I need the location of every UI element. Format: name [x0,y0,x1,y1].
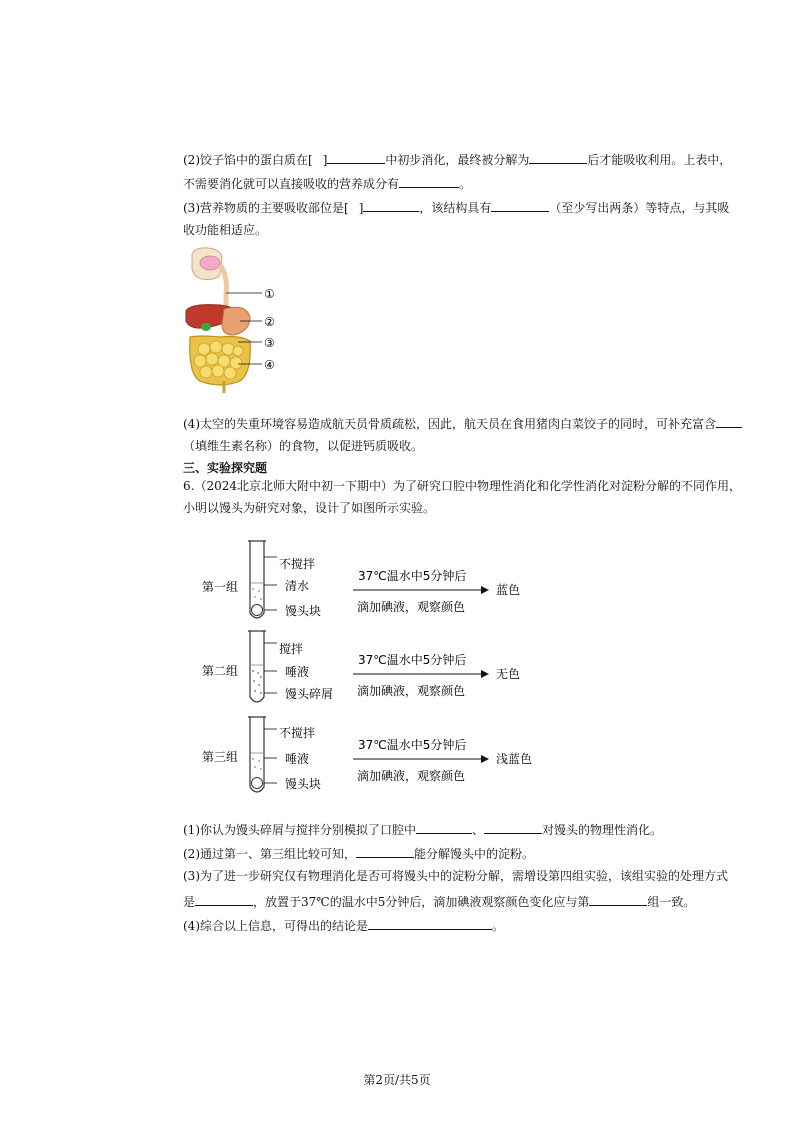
label-4: ④ [264,358,275,372]
q3-text-b: ] [358,201,364,215]
q2-text-f: 。 [459,177,472,191]
answer-blank[interactable] [399,174,459,188]
label-2: ② [264,315,275,329]
q6-sub1 [183,820,662,838]
q3-text-d: （至少写出两条）等特点，与其吸 [549,201,730,215]
q6-sub3-line2 [183,892,695,910]
q2-text-e: 不需要消化就可以直接吸收的营养成分有 [183,177,400,191]
q2-line2 [183,174,471,192]
salivary-gland-shape [200,256,220,270]
sub3-text-b: 是 [183,895,196,909]
answer-blank[interactable] [484,820,542,834]
answer-blank[interactable] [416,820,472,834]
q3-text-c: ，该结构具有 [419,201,492,215]
q4-text-a: (4)太空的失重环境容易造成航天员骨质疏松，因此，航天员在食用猪肉白菜饺子的同时，可补充富含 [183,417,717,431]
q3-line2 [183,222,267,238]
answer-blank[interactable] [363,198,419,212]
sub1-text-c: 对馒头的物理性消化。 [542,823,663,837]
group-1 [202,541,520,618]
q2-text-d: 后才能吸收利用。上表中， [587,153,732,167]
answer-blank[interactable] [195,892,253,906]
q3-text-e: 收功能相适应。 [183,223,268,237]
q2-text-b: ] [322,153,328,167]
result-label: 蓝色 [496,583,521,597]
liquid-label: 清水 [285,579,310,593]
arrow-top-label: 37℃温水中5分钟后 [358,738,467,752]
answer-blank[interactable] [491,198,549,212]
q4-text-b: （填维生素名称）的食物，以促进钙质吸收。 [183,439,424,453]
liquid-label: 唾液 [285,752,310,766]
q2-line1 [183,150,731,168]
group-2 [202,631,520,702]
q6-line1 [183,478,741,494]
solid-label: 馒头块 [285,604,322,618]
sub4-text-a: (4)综合以上信息，可得出的结论是 [183,919,368,933]
q6-line2 [183,500,435,516]
q6-sub4 [183,916,504,934]
group-name: 第三组 [202,750,239,764]
solid-label: 馒头块 [285,777,322,791]
solid-label: 馒头碎屑 [285,687,334,701]
arrow-bottom-label: 滴加碘液，观察颜色 [357,684,466,698]
arrow-top-label: 37℃温水中5分钟后 [358,569,467,583]
test-tube [250,631,264,702]
experiment-figure [195,535,555,805]
answer-blank[interactable] [356,844,414,858]
result-label: 浅蓝色 [496,752,533,766]
group-3 [202,717,532,792]
crumb-dots [252,670,262,694]
section-title: 三、实验探究题 [183,461,268,475]
q3-text-a: (3)营养物质的主要吸收部位是[ [183,201,349,215]
answer-blank[interactable] [716,414,742,428]
gallbladder-shape [201,323,211,331]
sub3-text-c: ，放置于37℃的温水中5分钟后，滴加碘液观察颜色变化应与第 [253,895,590,909]
label-1: ① [264,287,275,301]
page-number: 第2页/共5页 [363,1073,431,1087]
sub1-text-b: 、 [472,823,485,837]
answer-blank[interactable] [529,150,587,164]
sub4-text-b: 。 [492,919,505,933]
q6-sub3-line1 [183,868,728,884]
digestive-system-figure [180,245,290,395]
q2-text-c: 中初步消化，最终被分解为 [385,153,530,167]
q4-line1 [183,414,742,432]
sub3-text-d: 组一致。 [647,895,696,909]
liquid-dots [252,758,262,770]
q4-line2 [183,438,423,454]
stir-label: 搅拌 [279,642,304,656]
liquid-label: 唾液 [285,665,310,679]
arrow-bottom-label: 滴加碘液，观察颜色 [357,600,466,614]
small-intestine-shape [194,341,243,379]
q6-text-b: 小明以馒头为研究对象，设计了如图所示实验。 [183,501,436,515]
sub2-text-b: 能分解馒头中的淀粉。 [414,847,535,861]
stir-label: 不搅拌 [279,726,316,740]
stir-label: 不搅拌 [279,557,316,571]
q6-text-a: 6.（2024北京北师大附中初一下期中）为了研究口腔中物理性消化和化学性消化对淀粉分解的不同作用， [183,479,741,493]
q2-text-a: (2)饺子馅中的蛋白质在[ [183,153,313,167]
bread-block-shape [252,605,263,616]
result-label: 无色 [496,667,521,681]
answer-blank[interactable] [589,892,647,906]
bread-block-shape [252,778,263,789]
arrow-bottom-label: 滴加碘液，观察颜色 [357,769,466,783]
answer-blank[interactable] [368,916,492,930]
group-name: 第二组 [202,664,239,678]
sub2-text-a: (2)通过第一、第三组比较可知， [183,847,356,861]
arrow-top-label: 37℃温水中5分钟后 [358,653,467,667]
label-3: ③ [264,336,275,350]
q6-sub2 [183,844,534,862]
sub3-text-a: (3)为了进一步研究仅有物理消化是否可将馒头中的淀粉分解，需增设第四组实验，该组实验的处理方式 [183,869,729,883]
sub1-text-a: (1)你认为馒头碎屑与搅拌分别模拟了口腔中 [183,823,416,837]
q3-line1 [183,198,729,216]
group-name: 第一组 [202,580,239,594]
answer-blank[interactable] [327,150,385,164]
liquid-dots [252,588,262,600]
